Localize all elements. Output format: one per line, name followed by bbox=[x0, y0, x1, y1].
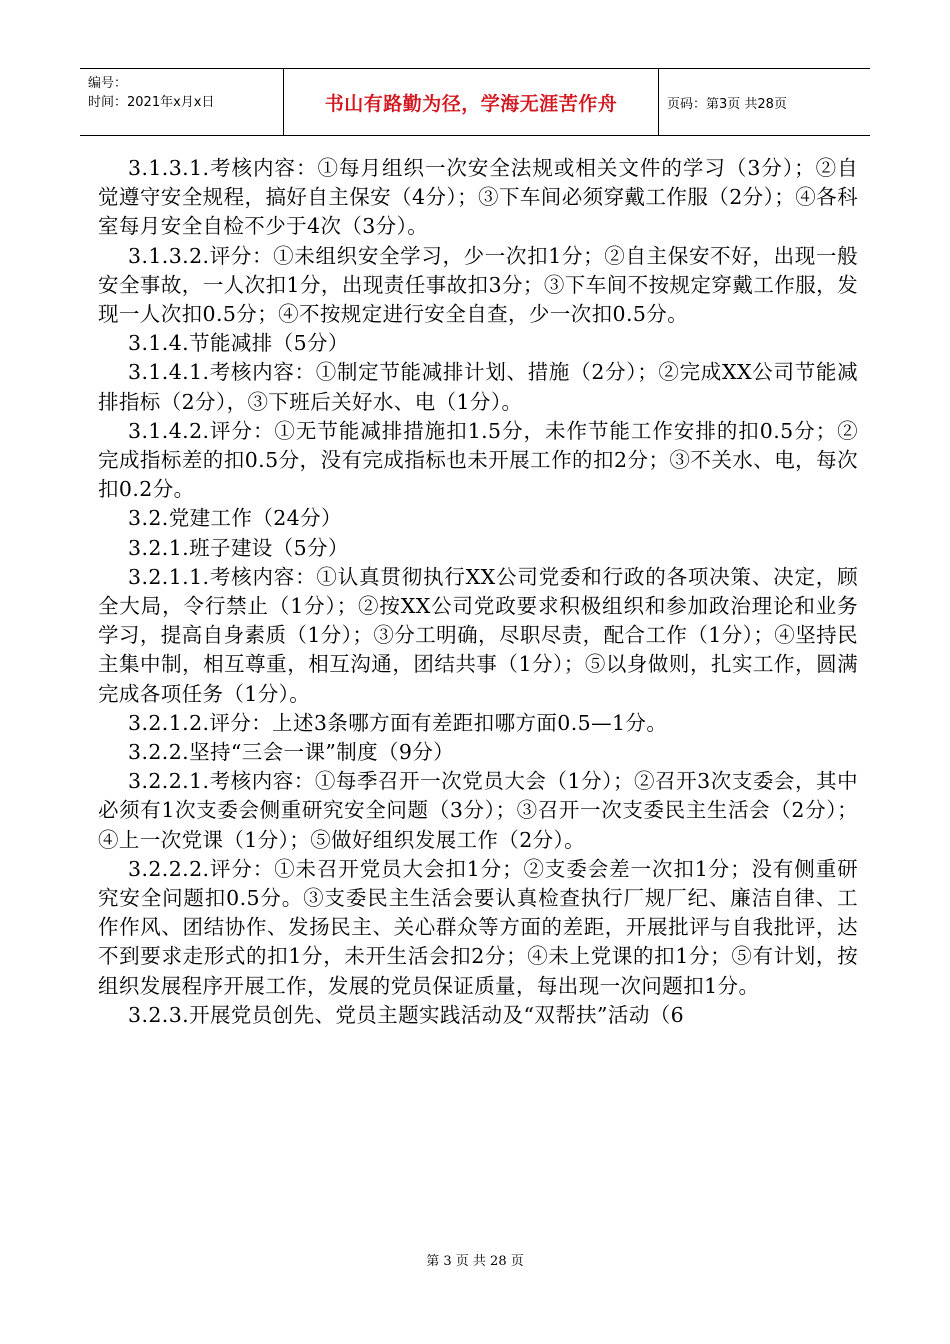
paragraph: 3.2.1.1.考核内容：①认真贯彻执行XX公司党委和行政的各项决策、决定，顾全大局，令行禁止（1分）；②按XX公司党政要求积极组织和参加政治理论和业务学习，提高自身素质（1分）；③分工明确，尽职尽责，配合工作（1分）；④坚持民主集中制，相互尊重，相互沟通，团结共事（1分）；⑤以身做则，扎实工作，圆满完成各项任务（1分）。 bbox=[98, 564, 858, 706]
paragraph: 3.1.4.1.考核内容：①制定节能减排计划、措施（2分）；②完成XX公司节能减排指标（2分），③下班后关好水、电（1分）。 bbox=[98, 360, 858, 414]
section-heading: 3.2.2.坚持“三会一课”制度（9分） bbox=[128, 740, 455, 765]
paragraph: 3.1.4.2.评分：①无节能减排措施扣1.5分，未作节能工作安排的扣0.5分；②完成指标差的扣0.5分，没有完成指标也未开展工作的扣2分；③不关水、电，每次扣0.2分。 bbox=[98, 418, 858, 502]
paragraph: 3.1.3.2.评分：①未组织安全学习，少一次扣1分；②自主保安不好，出现一般安全事故，一人次扣1分，出现责任事故扣3分；③下车间不按规定穿戴工作服，发现一人次扣0.5分；④不按规定进行安全自查，少一次扣0.5分。 bbox=[98, 243, 858, 327]
section-heading: 3.2.1.班子建设（5分） bbox=[128, 535, 349, 560]
section-heading: 3.2.党建工作（24分） bbox=[128, 506, 342, 531]
header-meta bbox=[80, 69, 284, 135]
document-body bbox=[98, 154, 858, 1030]
paragraph: 3.1.3.1.考核内容：①每月组织一次安全法规或相关文件的学习（3分）；②自觉遵守安全规程，搞好自主保安（4分）；③下车间必须穿戴工作服（2分）；④各科室每月安全自检不少于4次（3分）。 bbox=[98, 156, 858, 239]
header-time-label: 时间：2021年x月x日 bbox=[88, 95, 215, 110]
paragraph: 3.2.2.1.考核内容：①每季召开一次党员大会（1分）；②召开3次支委会，其中必须有1次支委会侧重研究安全问题（3分）；③召开一次支委民主生活会（2分）；④上一次党课（1分）；⑤做好组织发展工作（2分）。 bbox=[98, 769, 858, 852]
page-footer: 第 3 页 共 28 页 bbox=[426, 1254, 524, 1269]
paragraph: 3.2.3.开展党员创先、党员主题实践活动及“双帮扶”活动（6 bbox=[128, 1002, 685, 1027]
paragraph: 3.2.1.2.评分：上述3条哪方面有差距扣哪方面0.5—1分。 bbox=[128, 710, 668, 735]
page-header bbox=[80, 68, 870, 136]
header-number-label: 编号： bbox=[88, 76, 128, 91]
paragraph: 3.2.2.2.评分：①未召开党员大会扣1分；②支委会差一次扣1分；没有侧重研究安全问题扣0.5分。③支委民主生活会要认真检查执行厂规厂纪、廉洁自律、工作作风、团结协作、发扬民主、关心群众等方面的差距，开展批评与自我批评，达不到要求走形式的扣1分，未开生活会扣2分；④未上党课的扣1分；⑤有计划，按组织发展程序开展工作，发展的党员保证质量，每出现一次问题扣1分。 bbox=[98, 856, 858, 998]
section-heading: 3.1.4.节能减排（5分） bbox=[128, 331, 349, 356]
header-motto: 书山有路勤为径，学海无涯苦作舟 bbox=[284, 69, 659, 135]
header-page-label: 页码：第3页 共28页 bbox=[667, 96, 787, 112]
